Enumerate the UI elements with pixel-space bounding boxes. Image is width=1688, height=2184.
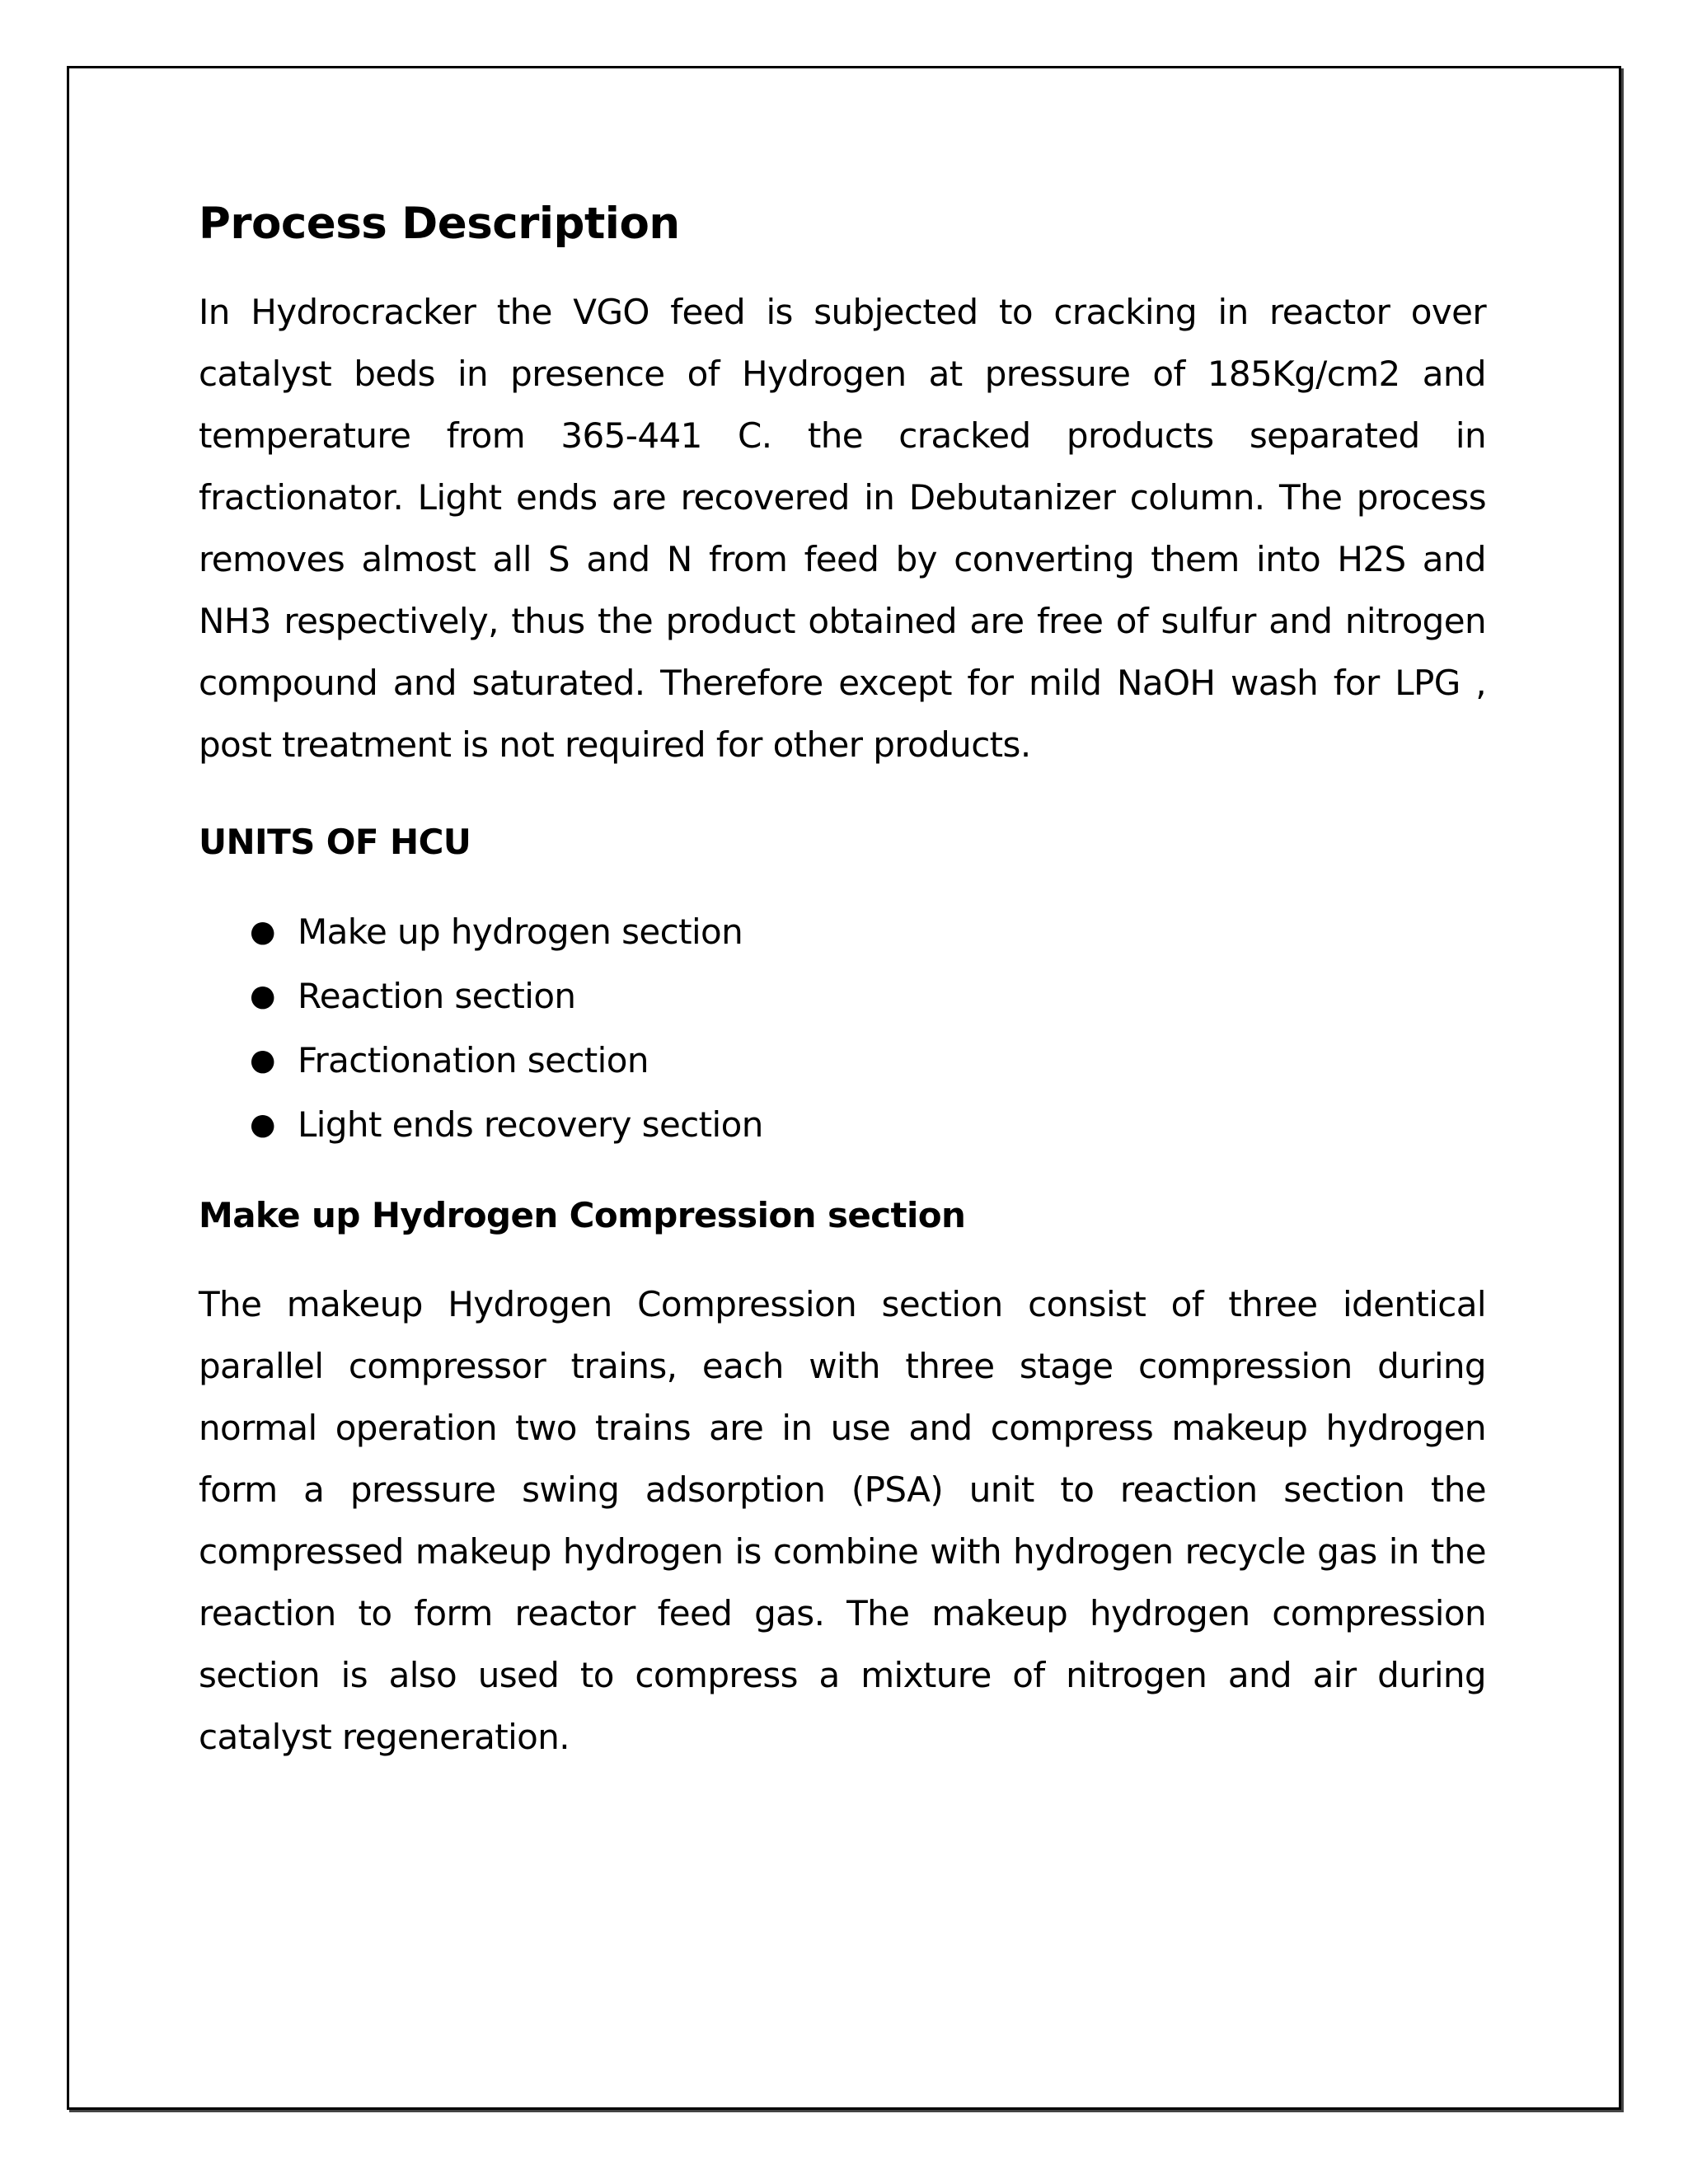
bullet-icon: ● [250,1043,275,1077]
list-item [250,1093,1486,1157]
units-list [199,900,1486,1157]
list-item [250,900,1486,964]
intro-paragraph: In Hydrocracker the VGO feed is subjected to cracking in reactor over catalyst beds in presence of Hydrogen at pressure of 185Kg/cm2 and temperature from 365-441 C. the cracked products separated in fractionator. Light ends are recovered in Debutanizer column. The process removes almost all S and N from feed by converting them into H2S and NH3 respectively, thus the product obtained are free of sulfur and nitrogen compound and saturated. Therefore except for mild NaOH wash for LPG , post treatment is not required for other products. [199,291,1486,765]
bullet-icon: ● [250,914,275,949]
list-item [250,964,1486,1029]
list-item-label: Reaction section [298,975,576,1016]
units-heading: UNITS OF HCU [199,821,471,862]
list-item-label: Make up hydrogen section [298,911,743,952]
bullet-icon: ● [250,1107,275,1141]
makeup-paragraph: The makeup Hydrogen Compression section consist of three identical parallel compressor trains, each with three stage compression during normal operation two trains are in use and compress makeup hydrogen form a pressure swing adsorption (PSA) unit to reaction section the compressed makeup hydrogen is combine with hydrogen recycle gas in the reaction to form reactor feed gas. The makeup hydrogen compression section is also used to compress a mixture of nitrogen and air during catalyst regeneration. [199,1283,1486,1757]
list-item-label: Light ends recovery section [298,1104,763,1145]
bullet-icon: ● [250,978,275,1013]
document-content [199,198,1486,1803]
page-title: Process Description [199,199,680,249]
list-item-label: Fractionation section [298,1039,649,1080]
makeup-section-heading: Make up Hydrogen Compression section [199,1194,966,1235]
list-item [250,1029,1486,1093]
